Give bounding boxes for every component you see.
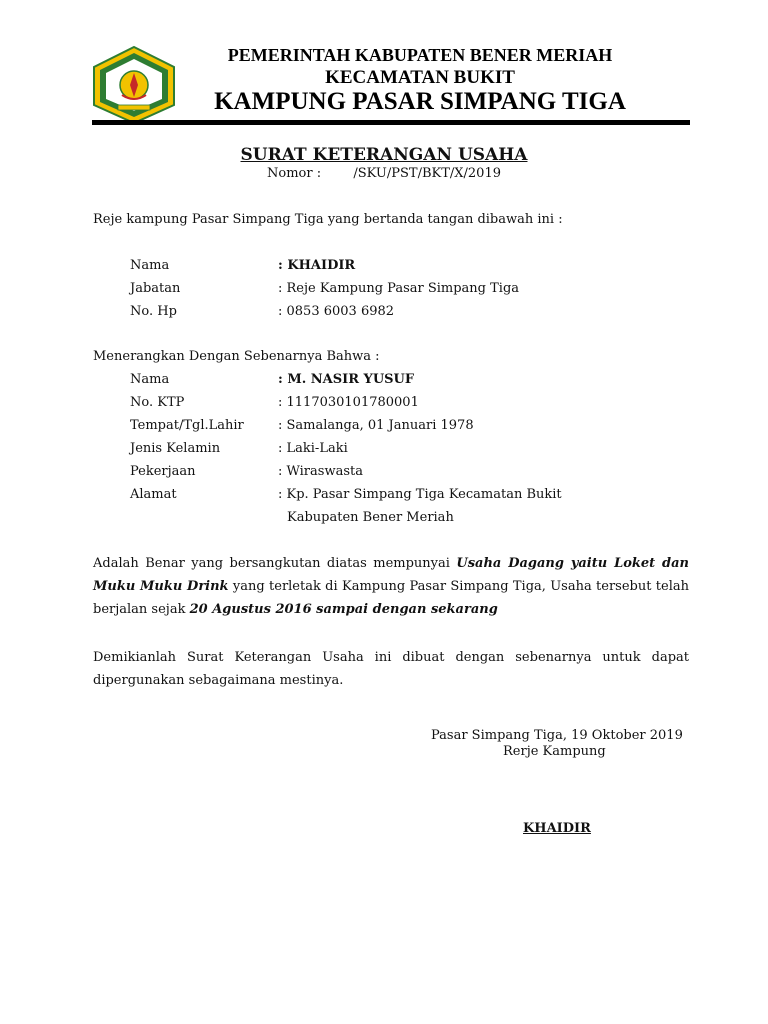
business-statement-part1: Adalah Benar yang bersangkutan diatas mempunyai [93, 556, 457, 571]
header-village: KAMPUNG PASAR SIMPANG TIGA [214, 88, 626, 115]
business-statement-paragraph [93, 552, 689, 621]
signer-phone-label: No. Hp [130, 304, 177, 319]
subject-ktp-label: No. KTP [130, 395, 185, 410]
subject-ktp-value: : 1117030101780001 [278, 395, 419, 410]
document-number [0, 166, 768, 181]
subject-birth-label: Tempat/Tgl.Lahir [130, 418, 244, 433]
statement-intro: Menerangkan Dengan Sebenarnya Bahwa : [93, 349, 380, 364]
nomor-value: /SKU/PST/BKT/X/2019 [353, 166, 501, 181]
subject-birth-value: : Samalanga, 01 Januari 1978 [278, 418, 474, 433]
signature-position: Rerje Kampung [503, 744, 606, 759]
business-statement-part3: yang terletak di Kampung Pasar Simpang Tiga, Usaha tersebut telah berjalan sejak [93, 579, 689, 617]
signer-name-value: : KHAIDIR [278, 258, 356, 273]
subject-job-label: Pekerjaan [130, 464, 196, 479]
business-since-highlight: 20 Agustus 2016 sampai dengan sekarang [189, 602, 498, 617]
signer-name-label: Nama [130, 258, 170, 273]
subject-name-value: : M. NASIR YUSUF [278, 372, 415, 387]
subject-address-continued: Kabupaten Bener Meriah [287, 510, 454, 525]
subject-gender-label: Jenis Kelamin [130, 441, 221, 456]
signer-phone-value: : 0853 6003 6982 [278, 304, 395, 319]
business-name-highlight: Usaha Dagang yaitu Loket dan Muku Muku Drink [93, 556, 689, 594]
closing-paragraph: Demikianlah Surat Keterangan Usaha ini dibuat dengan sebenarnya untuk dapat dipergunakan sebagaimana mestinya. [93, 650, 689, 688]
signature-name: KHAIDIR [523, 821, 591, 836]
signature-place-date: Pasar Simpang Tiga, 19 Oktober 2019 [431, 728, 683, 743]
document-title: SURAT KETERANGAN USAHA [240, 145, 528, 165]
subject-gender-value: : Laki-Laki [278, 441, 348, 456]
subject-name-label: Nama [130, 372, 170, 387]
intro-text: Reje kampung Pasar Simpang Tiga yang bertanda tangan dibawah ini : [93, 212, 563, 227]
header-government: PEMERINTAH KABUPATEN BENER MERIAH [227, 45, 613, 65]
header-district: KECAMATAN BUKIT [325, 67, 515, 88]
signer-position-label: Jabatan [130, 281, 181, 296]
subject-job-value: : Wiraswasta [278, 464, 363, 479]
signer-position-value: : Reje Kampung Pasar Simpang Tiga [278, 281, 520, 296]
header-divider [92, 120, 690, 125]
nomor-label: Nomor : [267, 166, 322, 181]
subject-address-value: : Kp. Pasar Simpang Tiga Kecamatan Bukit [278, 487, 562, 502]
subject-address-label: Alamat [130, 487, 177, 502]
